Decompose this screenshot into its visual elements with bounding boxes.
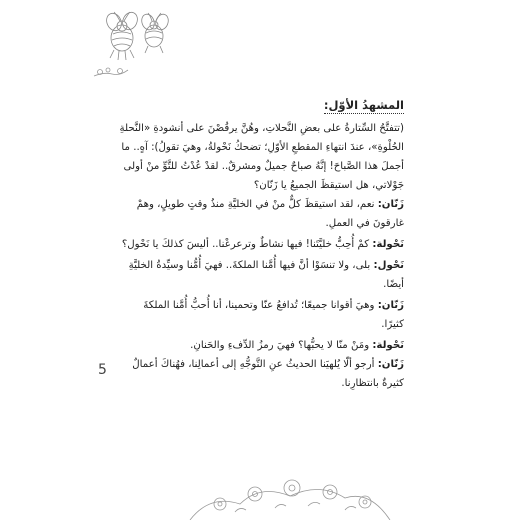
bees-illustration-icon — [92, 8, 182, 68]
dialogue-text: أرجو ألّا يُلهيَنا الحديثُ عنِ التَّوجُّهِ إلى أعمالِنا، فهُناكَ أعمالٌ كثيرةٌ بانتظارِنا. — [132, 359, 404, 389]
speaker-name: نَحْولة: — [372, 239, 404, 250]
dialogue-text: نعم، لقد استيقظَ كلٌّ منْ في الخليَّةِ منذُ وقتٍ طويلٍ، وهمْ غارقونَ في العملِ. — [136, 199, 404, 229]
dialogue-line — [118, 355, 404, 393]
speaker-name: زَنّان: — [377, 199, 404, 210]
speaker-name: نَحْولة: — [372, 340, 404, 351]
speaker-name: نَحْول: — [373, 260, 404, 271]
page-number: 5 — [98, 362, 107, 378]
dialogue-text: ومَنْ منّا لا يحبُّها؟ فهيَ رمزُ الدِّفءِ والحَنانِ. — [190, 340, 370, 351]
speaker-name: زَنّان: — [377, 359, 404, 370]
dialogue-line — [118, 336, 404, 355]
stage-direction — [118, 119, 404, 195]
dialogue-line — [118, 195, 404, 233]
flowers-illustration-icon — [180, 464, 400, 520]
dialogue-line — [118, 296, 404, 334]
dialogue-line — [118, 235, 404, 254]
dialogue-text: بلى، ولا تنسَوْا أنَّ فيها أُمَّنا الملكةَ.. فهيَ أُمُّنا وسيِّدةُ الخليَّةِ أيضًا. — [128, 260, 404, 290]
speaker-name: زَنّان: — [377, 300, 404, 311]
paragraph-text: (تتفتَّحُ السِّتارةُ على بعضِ النَّحلاتِ، وهُنَّ يرقُصْنَ على أنشودةِ «النَّحلةِ الحُلْوةِ»، عندَ انتهاءِ المقطعِ الأوّلِ؛ تضحكُ نَحْولةُ، وهيَ تقولُ): آهٍ.. ما أجملَ هذا الصَّباحَ! إنَّهُ صباحٌ جميلٌ ومشرقٌ.. لقدْ عُدْتُ للتَّوِّ منْ أولى جَوْلاتي، هل استيقظَ الجميعُ يا زَنّان؟ — [119, 123, 404, 191]
sprig-icon — [92, 62, 132, 82]
dialogue-line — [118, 256, 404, 294]
scene-heading — [118, 96, 404, 115]
dialogue-text: وهيَ أقوانا جميعًا؛ تُدافعُ عنّا وتحمينا، أنا أُحبُّ أُمَّنا الملكةَ كثيرًا. — [143, 300, 404, 330]
scene-title: المشهدُ الأوّل: — [323, 98, 404, 112]
dialogue-text: كمْ أُحِبُّ خليَّتَنا! فيها نشاطٌ وترعرعْنا.. أليسَ كذلكَ يا نَحْول؟ — [121, 239, 370, 250]
scene-text — [118, 96, 404, 393]
